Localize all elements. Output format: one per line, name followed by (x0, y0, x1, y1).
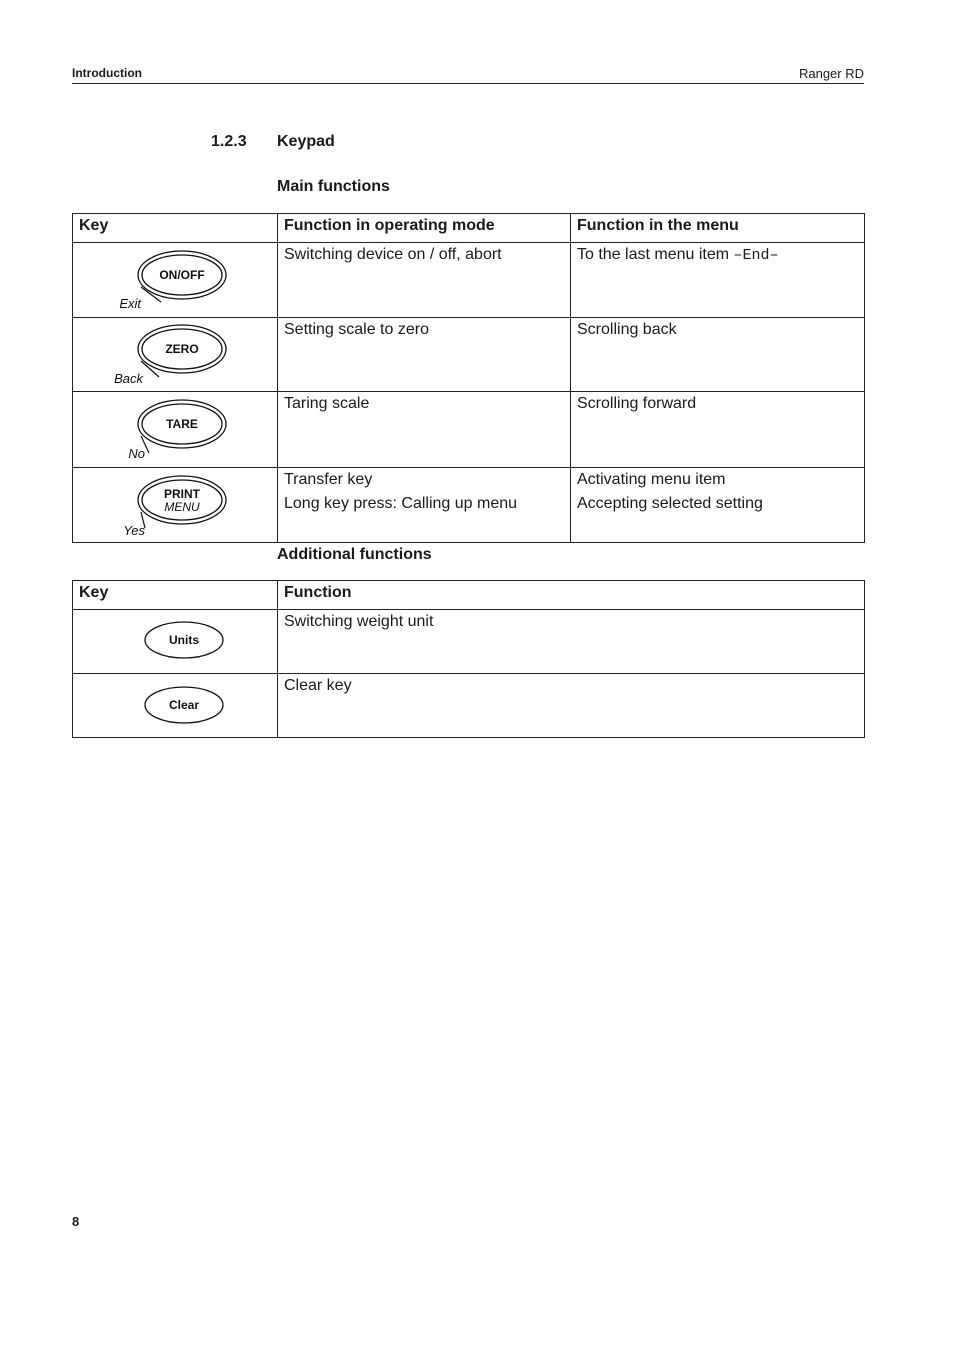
column-header-key: Key (73, 214, 278, 243)
function-text: Clear key (284, 677, 352, 694)
section-number: 1.2.3 (211, 133, 247, 150)
column-header-key: Key (73, 581, 278, 610)
key-label: ON/OFF (159, 268, 205, 282)
key-label: Clear (168, 698, 200, 712)
key-cell (73, 674, 278, 738)
key-menu-label: Exit (119, 296, 141, 311)
key-label: TARE (166, 417, 198, 431)
section-title: Keypad (277, 133, 335, 150)
operating-function-text: Setting scale to zero (284, 321, 429, 338)
key-menu-label: Yes (123, 523, 145, 538)
table-header-row (73, 214, 865, 243)
operating-function-cell (278, 243, 571, 318)
additional-functions-table (72, 580, 865, 738)
operating-function-text: Taring scale (284, 395, 370, 412)
column-header-function: Function (278, 581, 865, 610)
menu-function-text: Scrolling back (577, 321, 677, 338)
key-menu-label: Back (114, 371, 143, 386)
menu-function-text: Accepting selected setting (577, 495, 763, 512)
additional-functions-heading: Additional functions (277, 546, 432, 563)
units-key-icon (79, 613, 283, 670)
function-cell (278, 674, 865, 738)
tare-key-icon (79, 395, 283, 464)
column-header-menu: Function in the menu (571, 214, 865, 243)
clear-key-icon (79, 677, 283, 734)
print-menu-key-icon (79, 471, 283, 539)
key-cell (73, 392, 278, 468)
operating-function-text: Transfer key (284, 471, 373, 488)
table-row (73, 674, 865, 738)
menu-function-cell (571, 468, 865, 543)
operating-function-cell (278, 468, 571, 543)
main-functions-heading: Main functions (277, 178, 390, 195)
column-header-operating: Function in operating mode (278, 214, 571, 243)
key-cell (73, 318, 278, 392)
menu-function-text: To the last menu item (577, 246, 734, 263)
operating-function-cell (278, 392, 571, 468)
operating-function-text: Switching device on / off, abort (284, 246, 502, 263)
function-cell (278, 610, 865, 674)
operating-function-text: Long key press: Calling up menu (284, 495, 518, 512)
page-number: 8 (72, 1214, 80, 1229)
key-cell (73, 468, 278, 543)
menu-function-text: Activating menu item (577, 471, 726, 488)
function-text: Switching weight unit (284, 613, 434, 630)
header-rule (72, 83, 864, 84)
table-header-row (73, 581, 865, 610)
running-header-section: Introduction (72, 66, 142, 80)
operating-function-cell (278, 318, 571, 392)
key-sub-label: MENU (164, 500, 200, 514)
running-header-product: Ranger RD (798, 66, 864, 81)
key-cell (73, 610, 278, 674)
table-row (73, 468, 865, 543)
table-row (73, 243, 865, 318)
key-label: ZERO (165, 342, 199, 356)
menu-function-cell (571, 318, 865, 392)
table-row (73, 392, 865, 468)
menu-function-cell (571, 392, 865, 468)
key-menu-label: No (128, 446, 145, 461)
on-off-key-icon (79, 246, 283, 314)
main-functions-table (72, 213, 865, 543)
key-label: Units (169, 633, 199, 647)
key-label: PRINT (164, 487, 200, 501)
table-row (73, 318, 865, 392)
menu-function-cell (571, 243, 865, 318)
key-cell (73, 243, 278, 318)
menu-end-code: –End– (733, 247, 779, 264)
table-row (73, 610, 865, 674)
zero-key-icon (79, 321, 283, 388)
menu-function-text: Scrolling forward (577, 395, 697, 412)
